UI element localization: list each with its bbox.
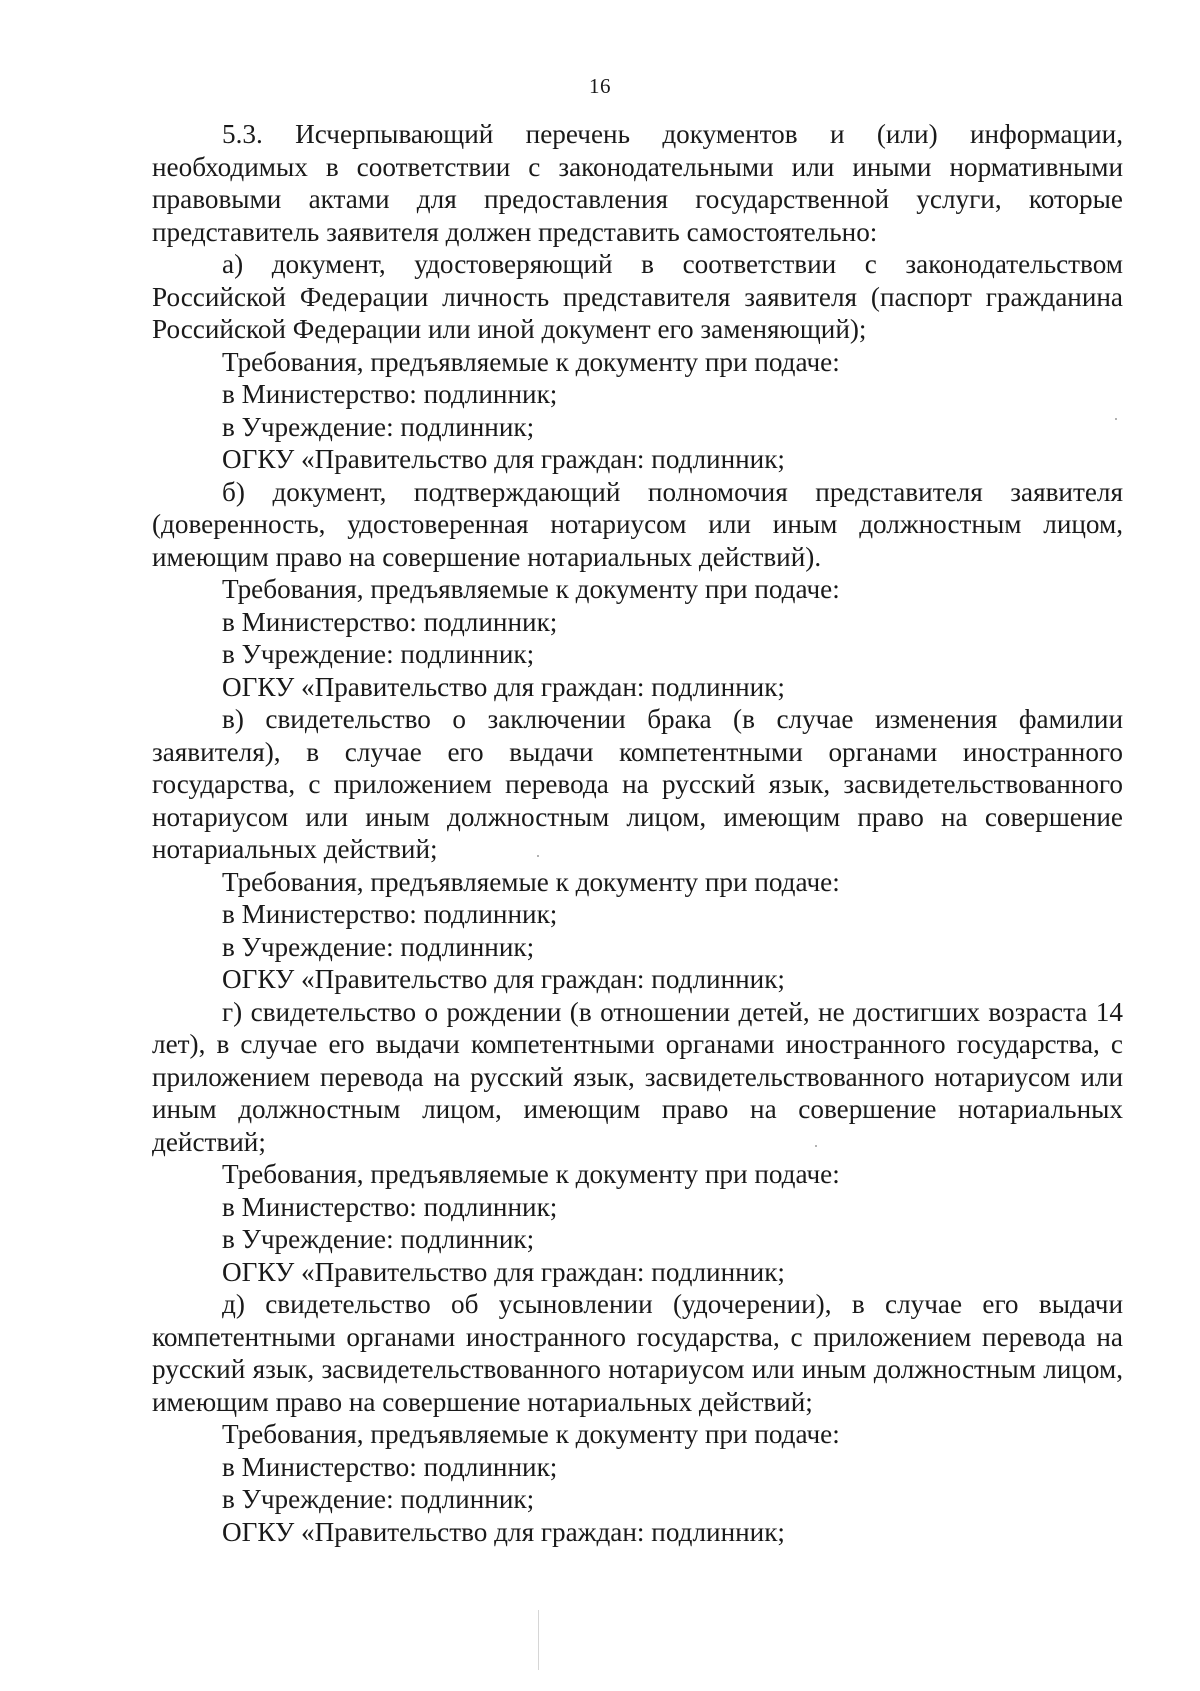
requirements-heading: Требования, предъявляемые к документу при подаче: <box>222 1159 840 1189</box>
scan-speck <box>537 855 539 857</box>
item-a-paragraph: а) документ, удостоверяющий в соответствии с законодательством Российской Федерации личность представителя заявителя (паспорт гражданина Российской Федерации или иной документ его заменяющий); <box>152 249 1123 344</box>
requirements-heading: Требования, предъявляемые к документу при подаче: <box>222 574 840 604</box>
requirements-heading: Требования, предъявляемые к документу при подаче: <box>222 1419 840 1449</box>
requirement-ministry: в Министерство: подлинник; <box>222 379 558 409</box>
requirement-institution: в Учреждение: подлинник; <box>222 931 535 962</box>
requirements-heading: Требования, предъявляемые к документу при подаче: <box>222 866 840 897</box>
requirement-ministry: в Министерство: подлинник; <box>222 606 558 637</box>
requirements-heading: Требования, предъявляемые к документу при подаче: <box>222 346 840 377</box>
item-b-paragraph: б) документ, подтверждающий полномочия представителя заявителя (доверенность, удостоверенная нотариусом или иным должностным лицом, имеющим право на совершение нотариальных действий). <box>152 476 1123 572</box>
requirement-ogku: ОГКУ «Правительство для граждан: подлинник; <box>222 964 785 994</box>
requirement-institution: в Учреждение: подлинник; <box>222 639 535 669</box>
scan-speck <box>1115 418 1117 420</box>
requirement-ogku: ОГКУ «Правительство для граждан: подлинник; <box>222 444 785 474</box>
requirement-ministry: в Министерство: подлинник; <box>222 1451 558 1482</box>
requirement-institution: в Учреждение: подлинник; <box>222 1224 535 1254</box>
scan-speck <box>815 1145 817 1147</box>
requirement-ogku: ОГКУ «Правительство для граждан: подлинник; <box>222 1256 785 1287</box>
paragraph-5-3: 5.3. Исчерпывающий перечень документов и (или) информации, необходимых в соответствии с законодательными или иными нормативными правовыми актами для предоставления государственной услуги, которые представитель заявителя должен представить самостоятельно: <box>152 119 1123 247</box>
item-v-paragraph: в) свидетельство о заключении брака (в случае изменения фамилии заявителя), в случае его выдачи компетентными органами иностранного государства, с приложением перевода на русский язык, засвидетельствованного нотариусом или иным должностным лицом, имеющим право на совершение нотариальных действий; <box>152 704 1123 864</box>
requirement-institution: в Учреждение: подлинник; <box>222 1484 535 1514</box>
page-number: 16 <box>589 74 611 98</box>
item-g-paragraph: г) свидетельство о рождении (в отношении детей, не достигших возраста 14 лет), в случае его выдачи компетентными органами иностранного государства, с приложением перевода на русский язык, засвидетельствованного нотариусом или иным должностным лицом, имеющим право на совершение нотариальных действий; <box>152 996 1123 1157</box>
document-body <box>152 118 1123 1548</box>
requirement-ministry: в Министерство: подлинник; <box>222 899 558 929</box>
requirement-ogku: ОГКУ «Правительство для граждан: подлинник; <box>222 1516 785 1547</box>
item-d-paragraph: д) свидетельство об усыновлении (удочерении), в случае его выдачи компетентными органами иностранного государства, с приложением перевода на русский язык, засвидетельствованного нотариусом или иным должностным лицом, имеющим право на совершение нотариальных действий; <box>152 1289 1123 1417</box>
requirement-ogku: ОГКУ «Правительство для граждан: подлинник; <box>222 671 785 702</box>
requirement-ministry: в Министерство: подлинник; <box>222 1191 558 1222</box>
scan-fold-mark <box>538 1610 539 1670</box>
requirement-institution: в Учреждение: подлинник; <box>222 411 535 442</box>
